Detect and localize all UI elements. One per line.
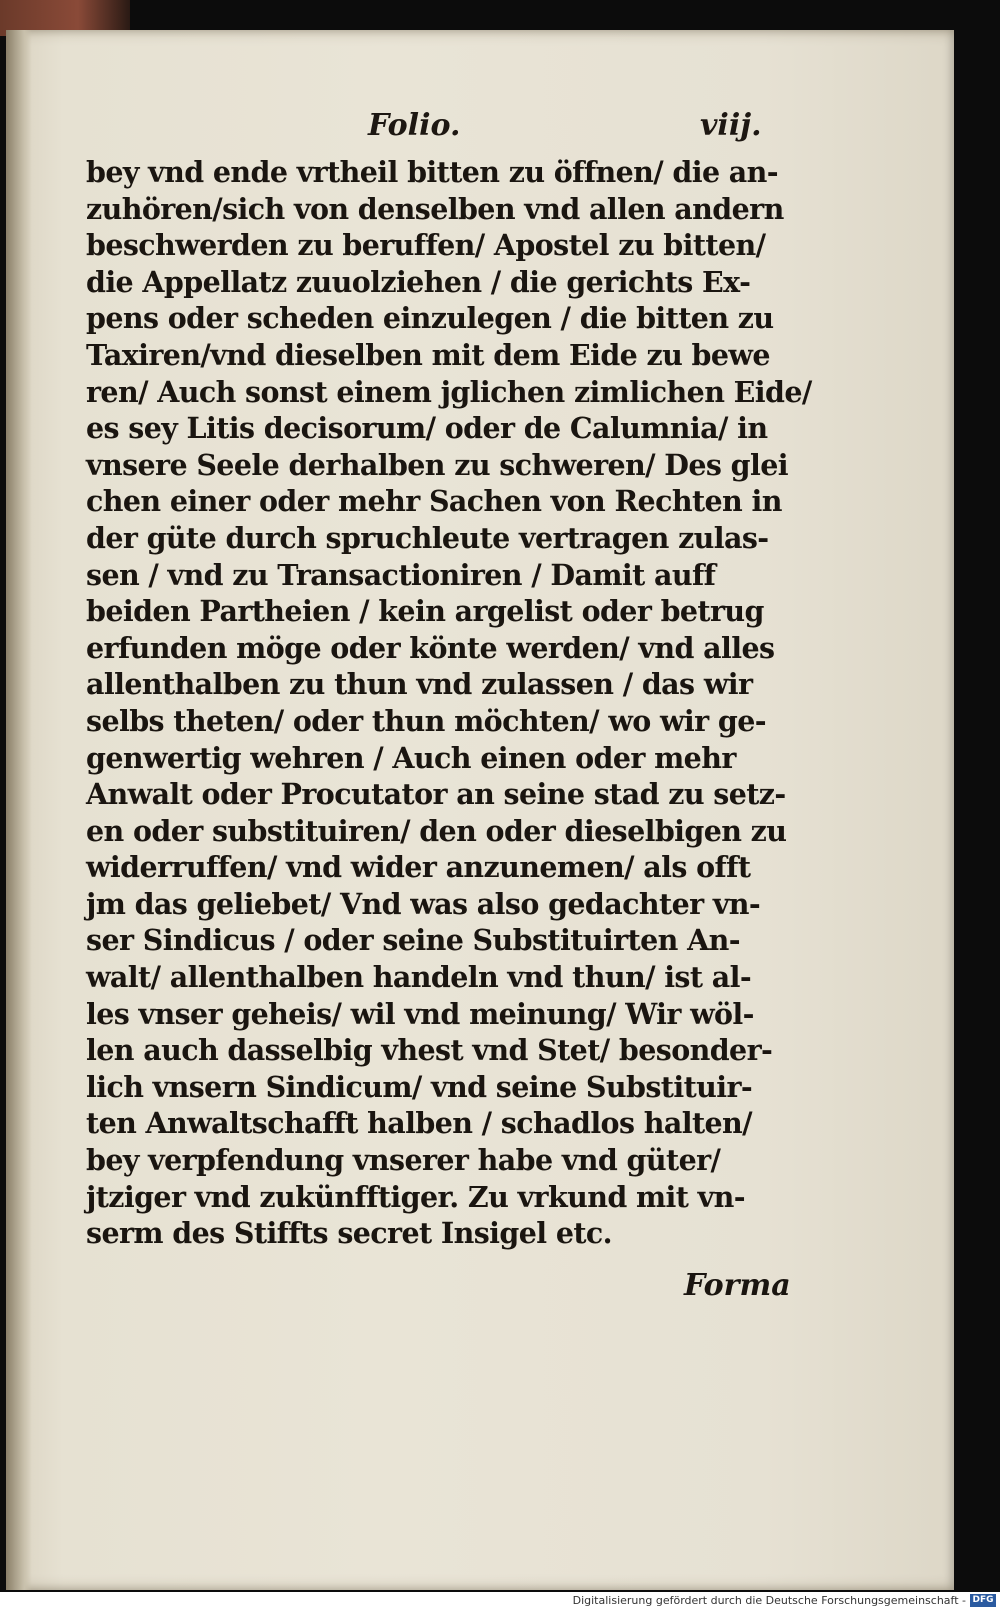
text-line: en oder substituiren/ den oder dieselbigen zu [86, 813, 787, 848]
text-line: beschwerden zu beruffen/ Apostel zu bitten/ [86, 228, 766, 263]
text-line: jm das geliebet/ Vnd was also gedachter vn- [86, 886, 761, 921]
text-line: selbs theten/ oder thun möchten/ wo wir ge- [86, 703, 766, 738]
text-line: serm des Stiffts secret Insigel etc. [86, 1216, 612, 1251]
text-line: beiden Partheien / kein argelist oder betrug [86, 594, 764, 629]
text-line: les vnser geheis/ wil vnd meinung/ Wir wöl- [86, 996, 754, 1031]
text-line: allenthalben zu thun vnd zulassen / das wir [86, 667, 753, 702]
text-line: erfunden möge oder könte werden/ vnd alles [86, 630, 775, 665]
text-line: zuhören/sich von denselben vnd allen andern [86, 191, 784, 226]
text-line: ren/ Auch sonst einem jglichen zimlichen Eide/ [86, 374, 812, 409]
book-page [6, 30, 954, 1590]
text-line: Anwalt oder Procutator an seine stad zu setz- [86, 777, 786, 812]
text-line: jtziger vnd zukünfftiger. Zu vrkund mit vn- [86, 1179, 745, 1214]
folio-label: Folio. [368, 108, 461, 143]
body-text [86, 154, 812, 1252]
text-line: vnsere Seele derhalben zu schweren/ Des glei [86, 447, 788, 482]
catchword: Forma [684, 1268, 791, 1303]
digitization-footer [0, 1592, 1000, 1610]
text-line: widerruffen/ vnd wider anzunemen/ als offt [86, 850, 751, 885]
text-line: bey vnd ende vrtheil bitten zu öffnen/ die an- [86, 155, 779, 189]
text-line: genwertig wehren / Auch einen oder mehr [86, 740, 736, 775]
footer-credit: Digitalisierung gefördert durch die Deutsche Forschungsgemeinschaft - [572, 1594, 966, 1607]
text-line: der güte durch spruchleute vertragen zulas- [86, 520, 769, 555]
text-line: ten Anwaltschafft halben / schadlos halten/ [86, 1106, 752, 1141]
folio-number: viij. [700, 108, 762, 143]
text-line: pens oder scheden einzulegen / die bitten zu [86, 301, 774, 336]
text-line: es sey Litis decisorum/ oder de Calumnia/ in [86, 411, 768, 446]
text-line: ser Sindicus / oder seine Substituirten An- [86, 923, 740, 958]
page-gutter [6, 30, 32, 1590]
text-line: bey verpfendung vnserer habe vnd güter/ [86, 1143, 721, 1178]
text-line: chen einer oder mehr Sachen von Rechten in [86, 484, 782, 519]
running-header [6, 108, 954, 158]
dfg-logo: DFG [970, 1594, 996, 1607]
text-line: walt/ allenthalben handeln vnd thun/ ist al- [86, 960, 752, 995]
text-line: die Appellatz zuuolziehen / die gerichts Ex- [86, 264, 751, 299]
text-line: len auch dasselbig vhest vnd Stet/ besonder- [86, 1033, 773, 1068]
text-line: lich vnsern Sindicum/ vnd seine Substituir- [86, 1069, 753, 1104]
text-line: sen / vnd zu Transactioniren / Damit auff [86, 557, 716, 592]
text-line: Taxiren/vnd dieselben mit dem Eide zu bewe [86, 337, 770, 372]
